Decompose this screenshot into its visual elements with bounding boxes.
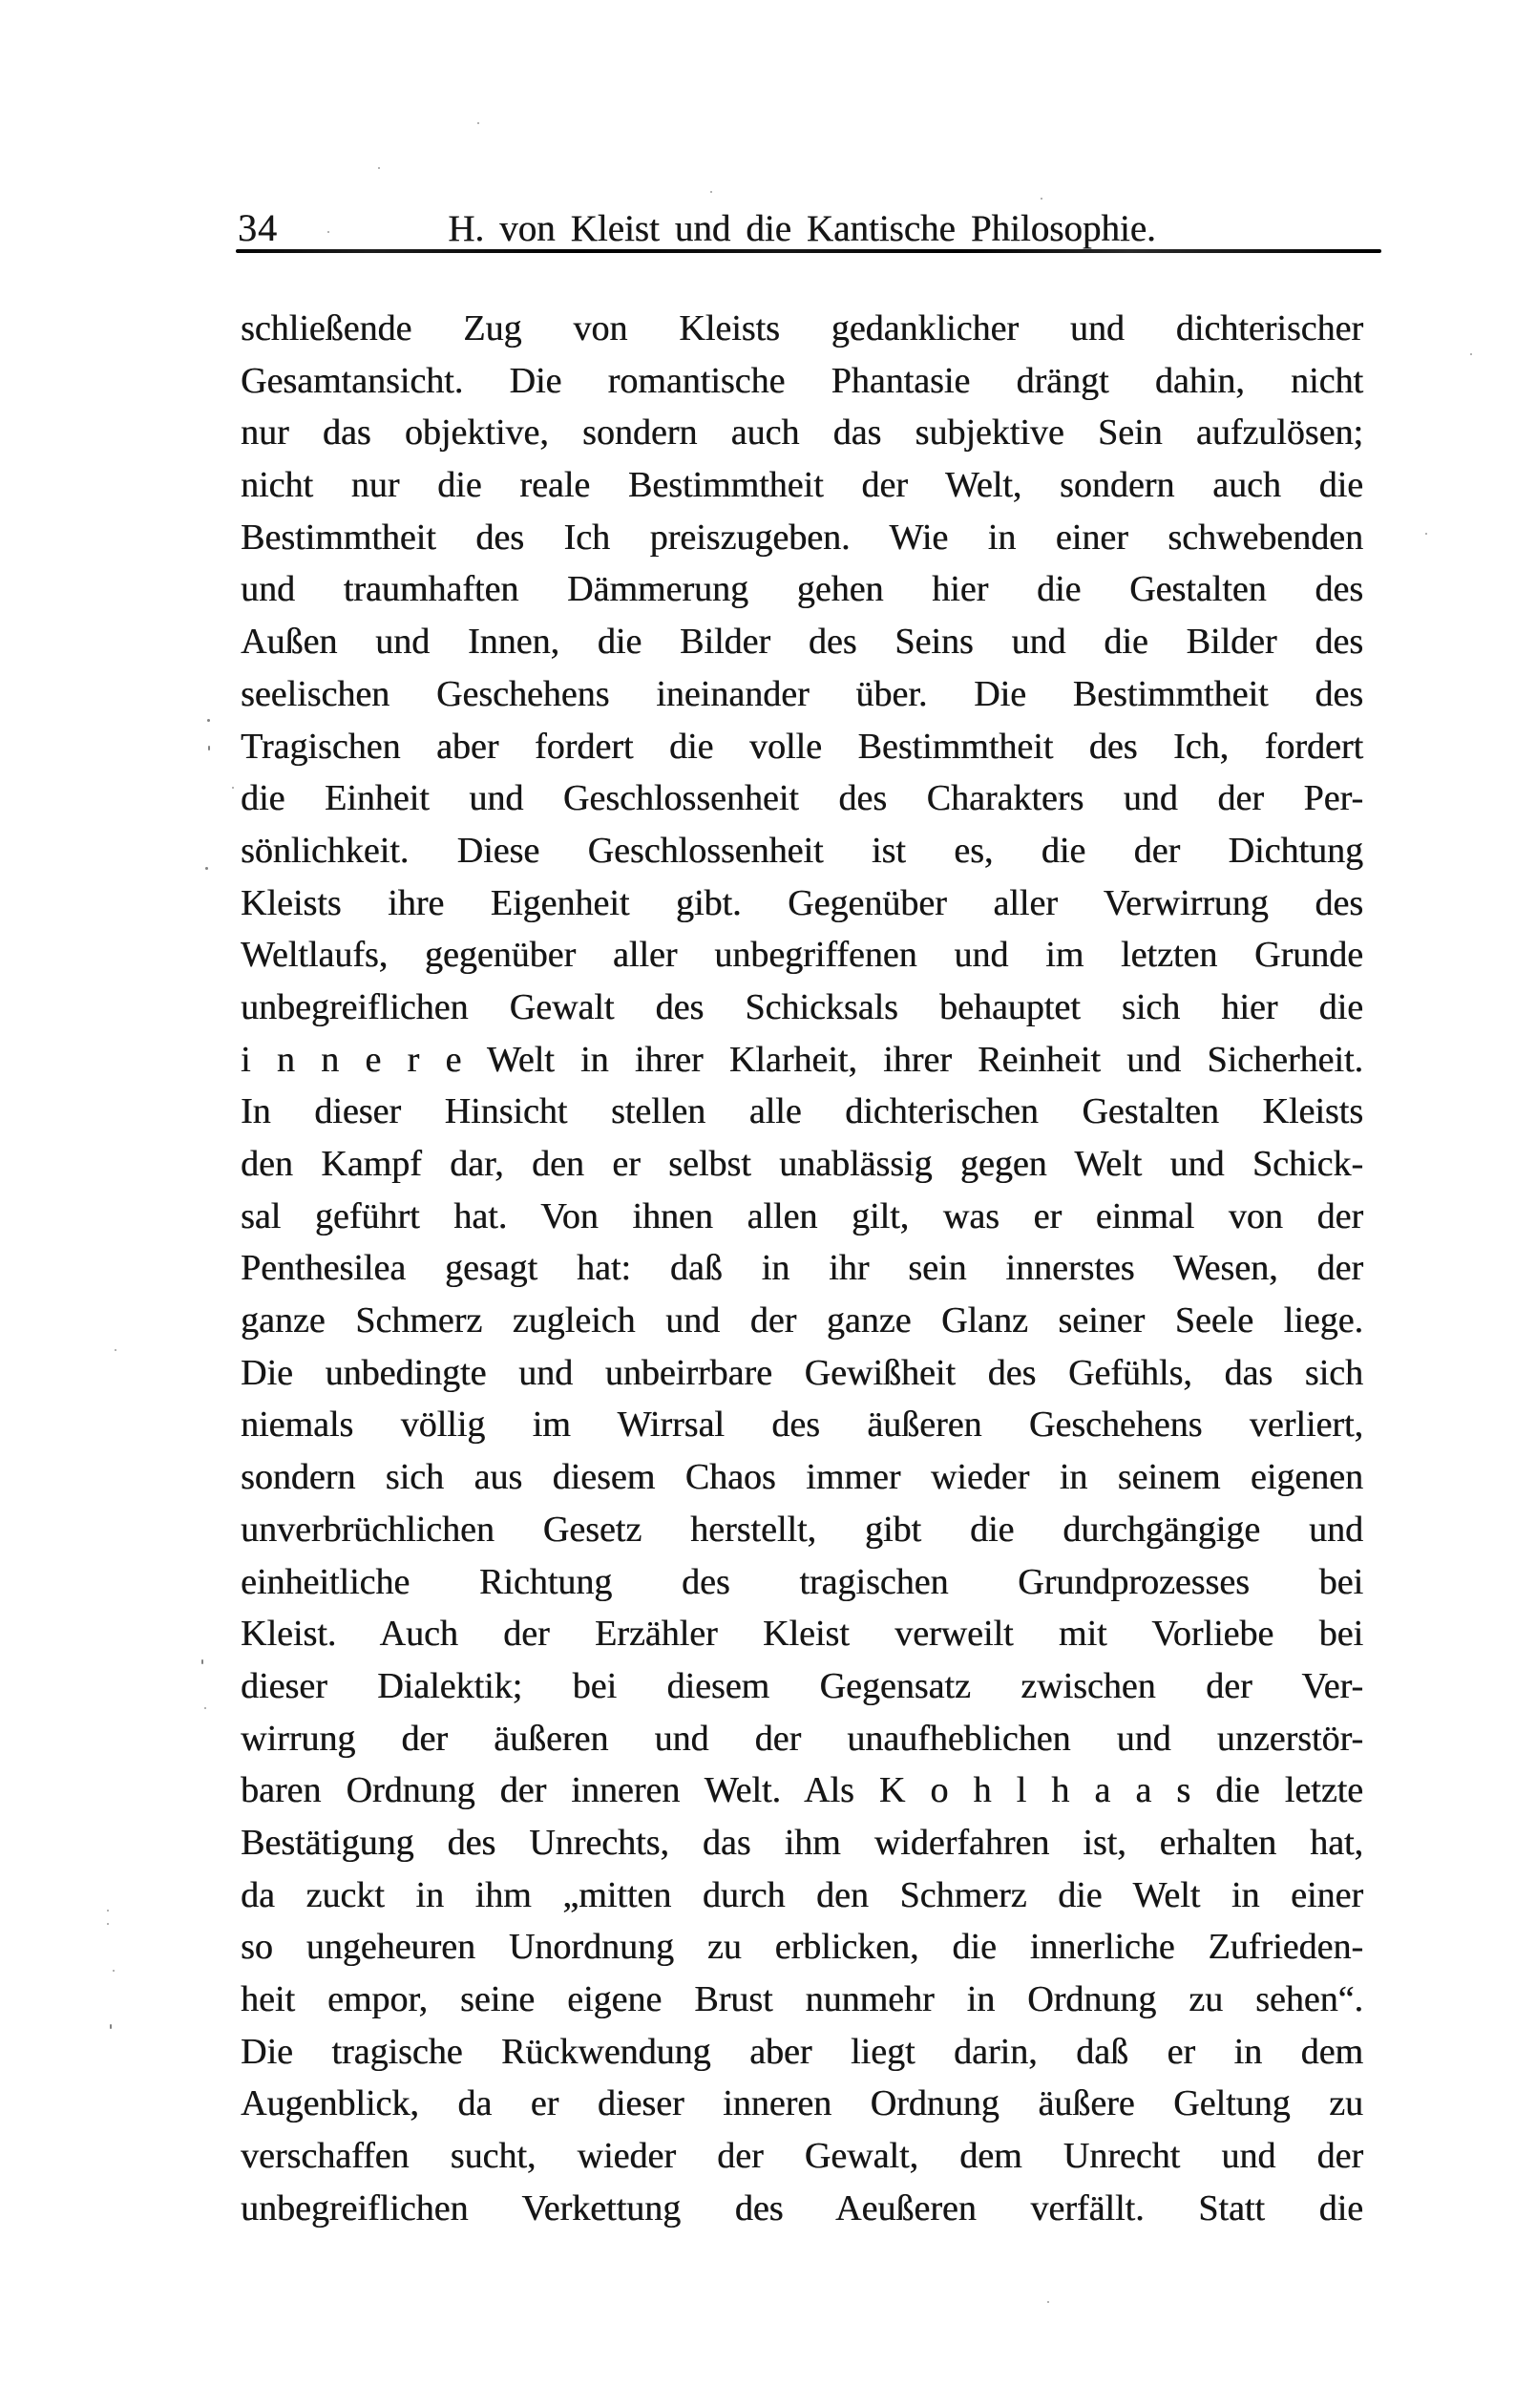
text-line: wirrung der äußeren und der unaufheblichen und unzerstör-: [241, 1718, 1363, 1759]
text-line: dieser Dialektik; bei diesem Gegensatz zwischen der Ver-: [241, 1665, 1363, 1706]
text-line: ganze Schmerz zugleich und der ganze Glanz seiner Seele liege.: [241, 1300, 1363, 1341]
text-line: die Einheit und Geschlossenheit des Charakters und der Per-: [241, 778, 1363, 819]
text-line: nicht nur die reale Bestimmtheit der Welt, sondern auch die: [241, 465, 1363, 506]
header-rule: [236, 249, 1381, 253]
text-line: Kleists ihre Eigenheit gibt. Gegenüber aller Verwirrung des: [241, 882, 1363, 923]
text-line: Die tragische Rückwendung aber liegt darin, daß er in dem: [241, 2031, 1363, 2072]
text-line: seelischen Geschehens ineinander über. Die Bestimmtheit des: [241, 673, 1363, 714]
scan-speck: [204, 1707, 206, 1709]
scan-speck: [232, 787, 234, 789]
text-line: unverbrüchlichen Gesetz herstellt, gibt die durchgängige und: [241, 1509, 1363, 1550]
text-line: und traumhaften Dämmerung gehen hier die Gestalten des: [241, 569, 1363, 610]
scan-speck: [1041, 198, 1042, 200]
text-line: Bestätigung des Unrechts, das ihm widerfahren ist, erhalten hat,: [241, 1822, 1363, 1863]
scan-speck: [110, 2024, 112, 2029]
scan-speck: [115, 1349, 116, 1351]
scan-speck: [1470, 353, 1472, 355]
text-line: Die unbedingte und unbeirrbare Gewißheit des Gefühls, das sich: [241, 1352, 1363, 1393]
text-line: sondern sich aus diesem Chaos immer wieder in seinem eigenen: [241, 1457, 1363, 1498]
text-line: baren Ordnung der inneren Welt. Als K o h l h a a s die letzte: [241, 1770, 1363, 1811]
text-line: schließende Zug von Kleists gedanklicher und dichterischer: [241, 308, 1363, 349]
text-line: Weltlaufs, gegenüber aller unbegriffenen und im letzten Grunde: [241, 935, 1363, 976]
running-title: H. von Kleist und die Kantische Philosophie.: [448, 208, 1156, 249]
scan-speck: [207, 719, 210, 722]
scan-speck: [107, 1923, 109, 1925]
text-line: einheitliche Richtung des tragischen Grundprozesses bei: [241, 1561, 1363, 1602]
text-line: Außen und Innen, die Bilder des Seins und die Bilder des: [241, 622, 1363, 663]
text-line: Penthesilea gesagt hat: daß in ihr sein innerstes Wesen, der: [241, 1248, 1363, 1289]
scan-speck: [378, 167, 380, 169]
page-number: 34: [238, 206, 278, 249]
scan-speck: [107, 1910, 109, 1912]
text-line: Kleist. Auch der Erzähler Kleist verweilt mit Vorliebe bei: [241, 1614, 1363, 1655]
text-line: unbegreiflichen Gewalt des Schicksals behauptet sich hier die: [241, 986, 1363, 1027]
text-line: In dieser Hinsicht stellen alle dichterischen Gestalten Kleists: [241, 1091, 1363, 1132]
text-line: heit empor, seine eigene Brust nunmehr in Ordnung zu sehen“.: [241, 1979, 1363, 2019]
scan-speck: [1047, 2301, 1049, 2303]
text-line: da zuckt in ihm „mitten durch den Schmerz die Welt in einer: [241, 1874, 1363, 1915]
page-text-block: [241, 303, 1363, 2234]
text-line: Bestimmtheit des Ich preiszugeben. Wie in einer schwebenden: [241, 517, 1363, 558]
text-line: nur das objektive, sondern auch das subjektive Sein aufzulösen;: [241, 412, 1363, 454]
text-line: sal geführt hat. Von ihnen allen gilt, was er einmal von der: [241, 1195, 1363, 1236]
text-line: sönlichkeit. Diese Geschlossenheit ist es, die der Dichtung: [241, 830, 1363, 871]
scan-speck: [113, 1970, 115, 1972]
text-line: unbegreiflichen Verkettung des Aeußeren verfällt. Statt die: [241, 2187, 1363, 2228]
scan-speck: [205, 867, 208, 870]
scan-speck: [477, 122, 479, 124]
text-line: so ungeheuren Unordnung zu erblicken, die innerliche Zufrieden-: [241, 1927, 1363, 1968]
scan-speck: [201, 1659, 203, 1664]
text-line: den Kampf dar, den er selbst unablässig gegen Welt und Schick-: [241, 1144, 1363, 1184]
text-line: niemals völlig im Wirrsal des äußeren Geschehens verliert,: [241, 1405, 1363, 1446]
text-line: verschaffen sucht, wieder der Gewalt, dem Unrecht und der: [241, 2136, 1363, 2177]
scan-speck: [208, 746, 210, 750]
scan-speck: [1425, 533, 1427, 535]
text-line: Tragischen aber fordert die volle Bestimmtheit des Ich, fordert: [241, 726, 1363, 767]
scan-speck: [327, 231, 329, 233]
text-line: Augenblick, da er dieser inneren Ordnung äußere Geltung zu: [241, 2083, 1363, 2124]
scan-speck: [710, 191, 712, 193]
text-line: Gesamtansicht. Die romantische Phantasie drängt dahin, nicht: [241, 360, 1363, 401]
text-line: i n n e r e Welt in ihrer Klarheit, ihrer Reinheit und Sicherheit.: [241, 1039, 1363, 1080]
